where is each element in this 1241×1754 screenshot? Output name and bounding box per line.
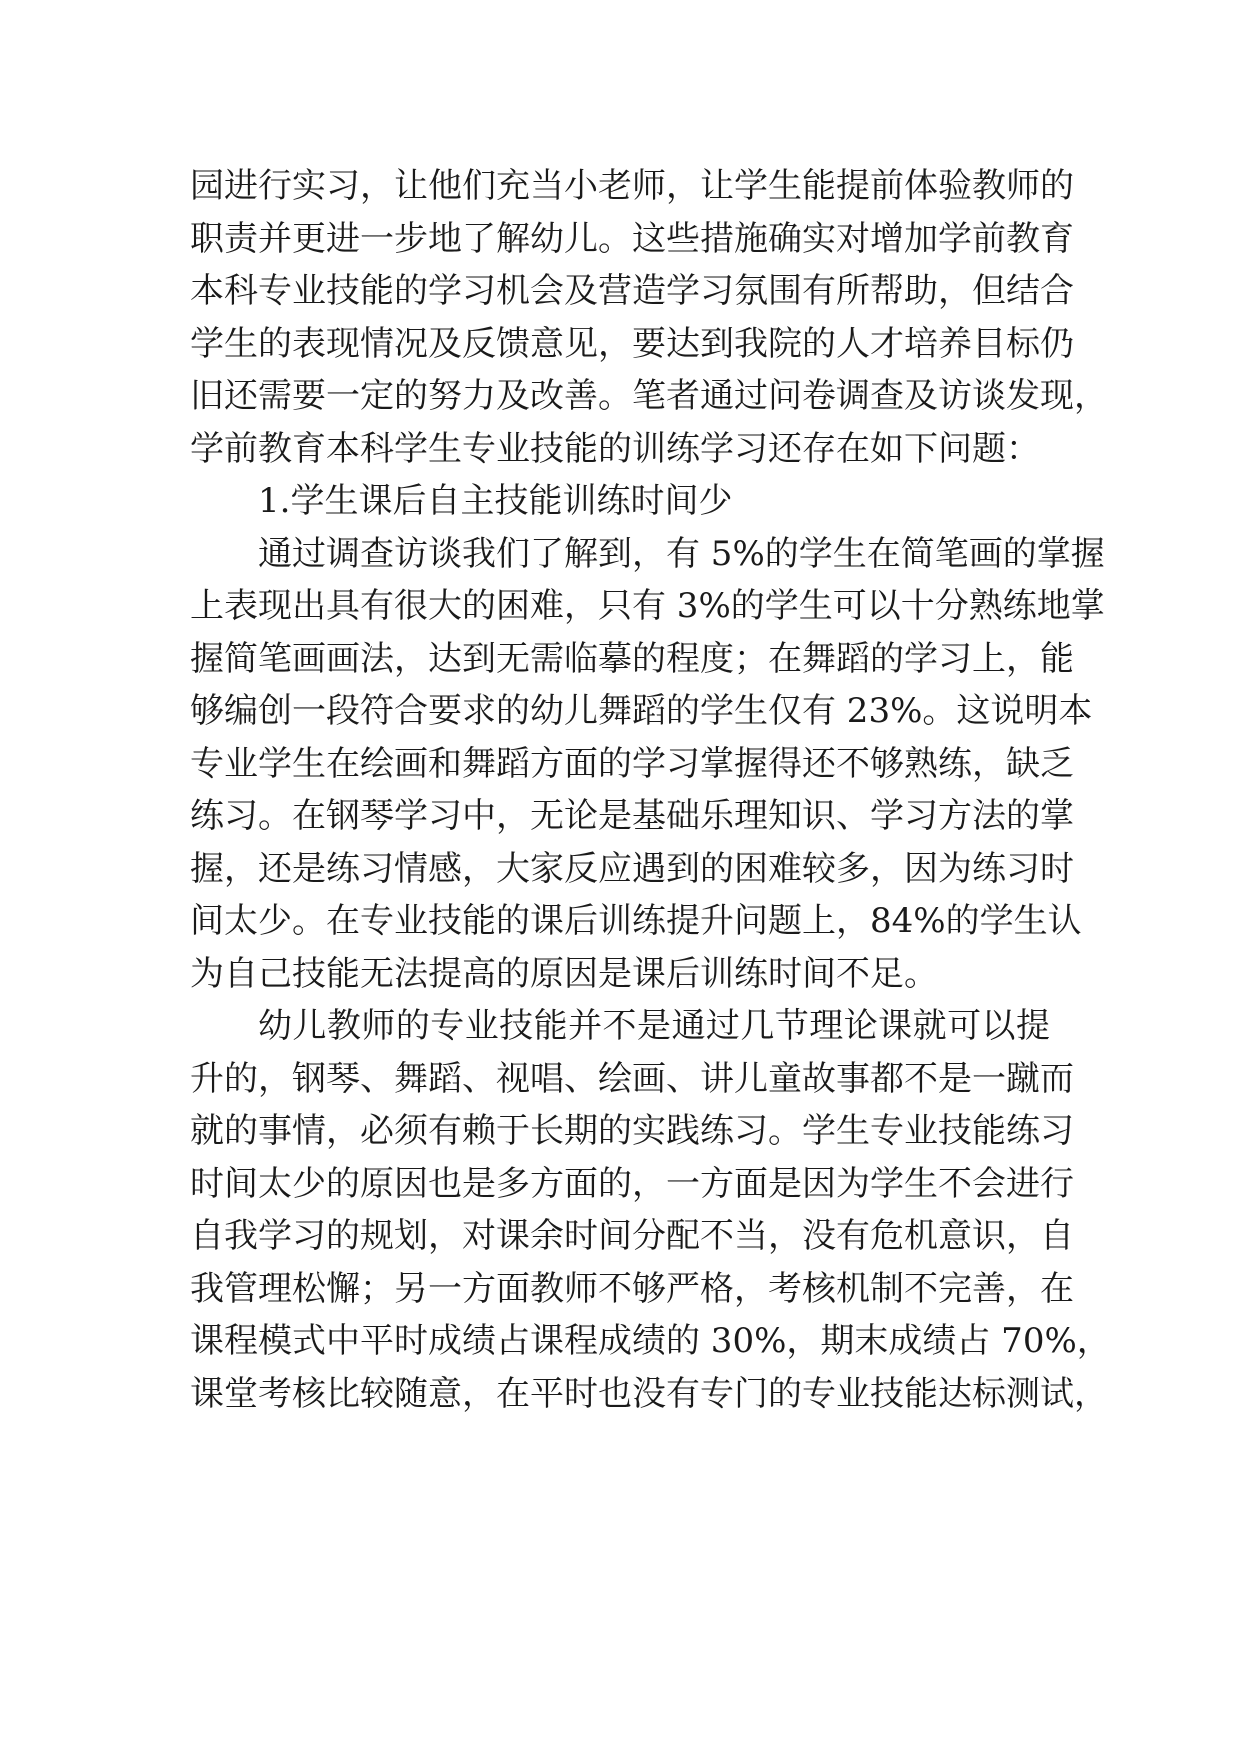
paragraph-line: 握简笔画画法，达到无需临摹的程度；在舞蹈的学习上，能	[190, 638, 1074, 679]
paragraph-line: 升的，钢琴、舞蹈、视唱、绘画、讲儿童故事都不是一蹴而	[190, 1058, 1074, 1099]
paragraph-line: 幼儿教师的专业技能并不是通过几节理论课就可以提	[258, 1006, 1050, 1046]
paragraph-line: 园进行实习，让他们充当小老师，让学生能提前体验教师的	[190, 166, 1074, 206]
paragraph-line: 自我学习的规划，对课余时间分配不当，没有危机意识，自	[190, 1216, 1074, 1256]
paragraph-line: 为自己技能无法提高的原因是课后训练时间不足。	[190, 953, 938, 994]
paragraph-line: 课程模式中平时成绩占课程成绩的 30%，期末成绩占 70%，	[190, 1321, 1111, 1361]
paragraph-line: 练习。在钢琴学习中，无论是基础乐理知识、学习方法的掌	[190, 796, 1074, 836]
paragraph-line: 本科专业技能的学习机会及营造学习氛围有所帮助，但结合	[190, 271, 1074, 311]
paragraph-line: 我管理松懈；另一方面教师不够严格，考核机制不完善，在	[190, 1268, 1074, 1309]
paragraph-line: 握，还是练习情感，大家反应遇到的困难较多，因为练习时	[190, 848, 1074, 889]
paragraph-line: 间太少。在专业技能的课后训练提升问题上，84%的学生认	[190, 901, 1082, 941]
paragraph-line: 专业学生在绘画和舞蹈方面的学习掌握得还不够熟练，缺乏	[190, 743, 1074, 784]
section-heading: 1.学生课后自主技能训练时间少	[258, 481, 733, 521]
paragraph-line: 旧还需要一定的努力及改善。笔者通过问卷调查及访谈发现，	[190, 376, 1108, 416]
paragraph-line: 就的事情，必须有赖于长期的实践练习。学生专业技能练习	[190, 1111, 1074, 1151]
paragraph-line: 课堂考核比较随意，在平时也没有专门的专业技能达标测试，	[190, 1373, 1108, 1414]
paragraph-line: 时间太少的原因也是多方面的，一方面是因为学生不会进行	[190, 1163, 1074, 1204]
paragraph-line: 职责并更进一步地了解幼儿。这些措施确实对增加学前教育	[190, 218, 1074, 259]
paragraph-line: 通过调查访谈我们了解到，有 5%的学生在简笔画的掌握	[258, 533, 1105, 574]
body-text	[190, 160, 1111, 1420]
paragraph-line: 够编创一段符合要求的幼儿舞蹈的学生仅有 23%。这说明本	[190, 691, 1093, 731]
paragraph-line: 上表现出具有很大的困难，只有 3%的学生可以十分熟练地掌	[190, 586, 1105, 626]
paragraph-line: 学生的表现情况及反馈意见，要达到我院的人才培养目标仍	[190, 323, 1074, 364]
paragraph-line: 学前教育本科学生专业技能的训练学习还存在如下问题：	[190, 428, 1040, 469]
